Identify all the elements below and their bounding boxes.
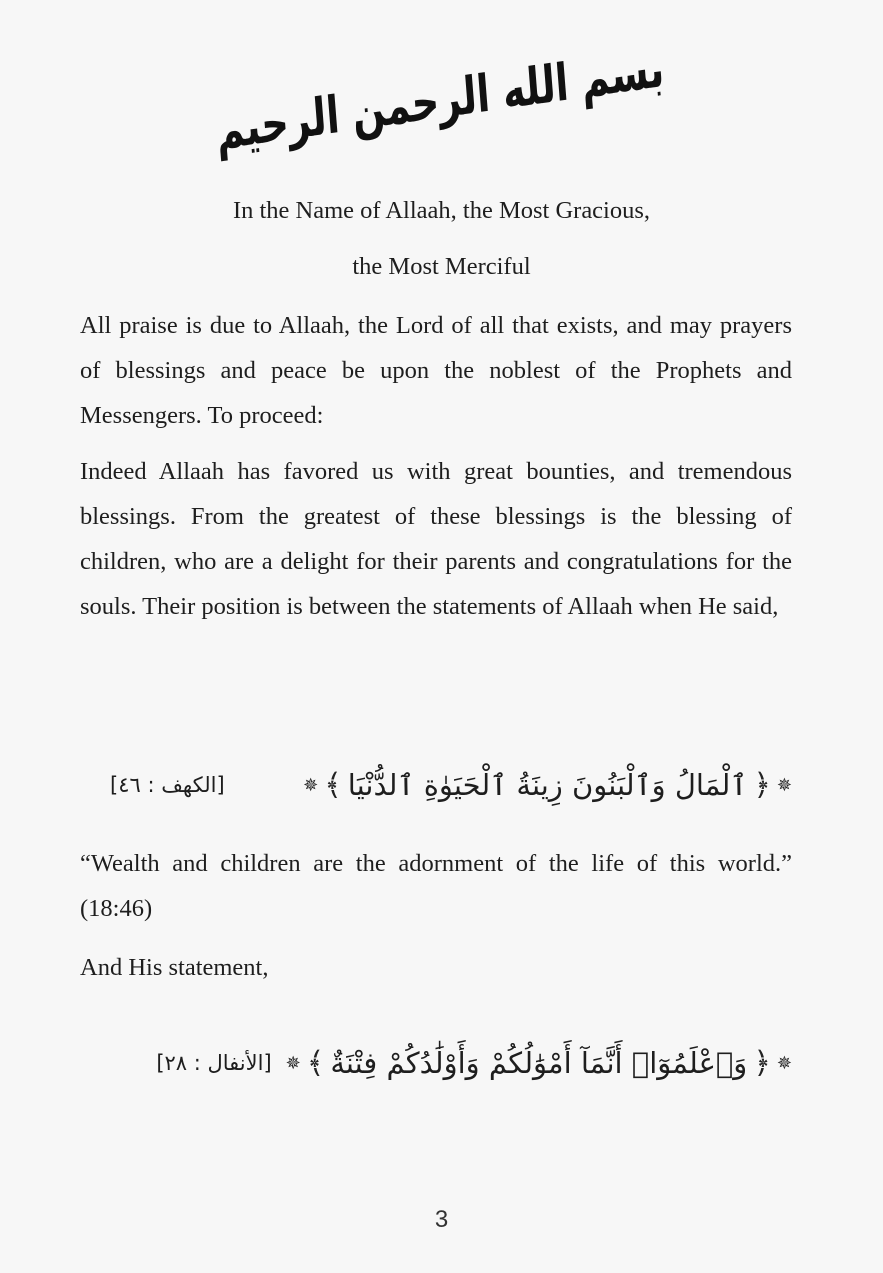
paragraph-praise: All praise is due to Allaah, the Lord of all that exists, and may prayers of blessings and peace be upon the noblest of the Prophets and Messengers. To proceed: <box>80 312 792 429</box>
verse-reference: [الكهف : ٤٦] <box>110 773 225 797</box>
verse-reference: [الأنفال : ٢٨] <box>156 1051 272 1075</box>
verse-open-bracket: ﴿ <box>753 767 771 803</box>
verse-text <box>303 768 792 803</box>
verse-open-bracket: ﴿ <box>753 1045 771 1081</box>
quran-verse-kahf <box>80 760 792 810</box>
verse-arabic: ٱلْمَالُ وَٱلْبَنُونَ زِينَةُ ٱلْحَيَوٰةِ ٱلدُّنْيَا <box>347 768 748 802</box>
basmalah-text: بسم الله الرحمن الرحيم <box>213 38 667 161</box>
verse-close-bracket: ﴾ <box>306 1045 325 1081</box>
page-number: 3 <box>434 1206 449 1233</box>
verse-text <box>286 1046 792 1081</box>
transition-text: And His statement, <box>80 954 269 981</box>
verse-ornament-icon: ✵ <box>285 1052 301 1074</box>
heading-line-2: the Most Merciful <box>352 253 531 280</box>
verse-close-bracket: ﴾ <box>324 767 342 803</box>
verse-ornament-icon: ✵ <box>776 774 792 796</box>
basmalah-calligraphy <box>213 38 667 161</box>
verse-ornament-icon: ✵ <box>776 1052 792 1074</box>
verse-translation: “Wealth and children are the adornment of the life of this world.” (18:46) <box>80 850 792 922</box>
quran-verse-anfal <box>80 1038 792 1088</box>
verse-arabic: وَٱعْلَمُوٓا۟ أَنَّمَآ أَمْوَٰلُكُمْ وَأَوْلَٰدُكُمْ فِتْنَةٌ <box>330 1046 748 1080</box>
verse-ornament-icon: ✵ <box>303 774 319 796</box>
paragraph-blessings: Indeed Allaah has favored us with great bounties, and tremendous blessings. From the greatest of these blessings is the blessing of children, who are a delight for their parents and congratulations for the souls. Their position is between the statements of Allaah when He said, <box>80 458 792 620</box>
heading-line-1: In the Name of Allaah, the Most Gracious, <box>232 197 651 224</box>
